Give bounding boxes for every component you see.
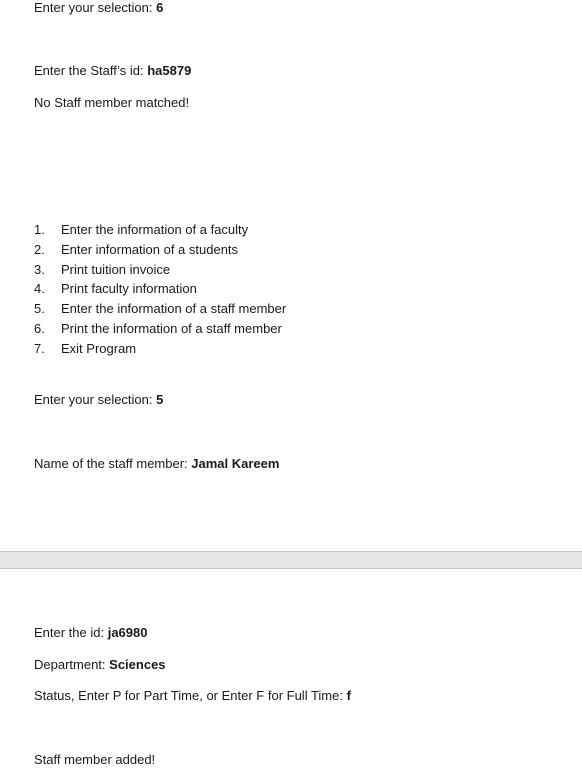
selection-prompt-label: Enter your selection: [34,0,157,15]
menu-item-number: 5. [34,301,45,316]
menu-item [34,281,197,297]
department-value: Sciences [109,657,166,672]
status-prompt-line [34,688,351,704]
selection-value: 5 [156,392,164,407]
selection-prompt-line [34,0,163,16]
status-label: Status, Enter P for Part Time, or Enter F for Full Time: [34,688,347,703]
selection-value: 6 [156,0,164,15]
no-match-message: No Staff member matched! [34,95,190,110]
id-value: ja6980 [107,625,148,640]
page-break-gap [0,551,582,569]
menu-item-number: 1. [34,222,45,237]
menu-item [34,262,170,278]
menu-item [34,341,136,357]
id-prompt-line [34,625,147,641]
department-label: Department: [34,657,110,672]
menu-item [34,301,286,317]
department-prompt-line [34,657,166,673]
staff-name-value: Jamal Kareem [191,456,280,471]
menu-item-number: 7. [34,341,45,356]
id-label: Enter the id: [34,625,108,640]
menu-item-number: 4. [34,281,45,296]
menu-item-text: Enter information of a students [61,242,239,257]
menu-item-number: 2. [34,242,45,257]
menu-item-text: Print faculty information [61,281,197,296]
menu-item-text: Enter the information of a faculty [61,222,249,237]
menu-item [34,222,248,238]
selection-prompt-label: Enter your selection: [34,392,157,407]
staff-id-prompt-line [34,63,191,79]
menu-item-text: Print tuition invoice [61,262,171,277]
menu-item-text: Enter the information of a staff member [61,301,287,316]
staff-added-message: Staff member added! [34,752,156,767]
document-page-2 [0,569,582,779]
menu-item-text: Exit Program [61,341,137,356]
menu-item [34,242,238,258]
menu-item-number: 3. [34,262,45,277]
staff-name-label: Name of the staff member: [34,456,192,471]
status-value: f [346,688,351,703]
menu-item [34,321,282,337]
menu-item-number: 6. [34,321,45,336]
staff-id-value: ha5879 [147,63,192,78]
staff-name-prompt-line [34,456,279,472]
staff-id-label: Enter the Staff’s id: [34,63,148,78]
menu-item-text: Print the information of a staff member [61,321,282,336]
selection-prompt-line [34,392,163,408]
